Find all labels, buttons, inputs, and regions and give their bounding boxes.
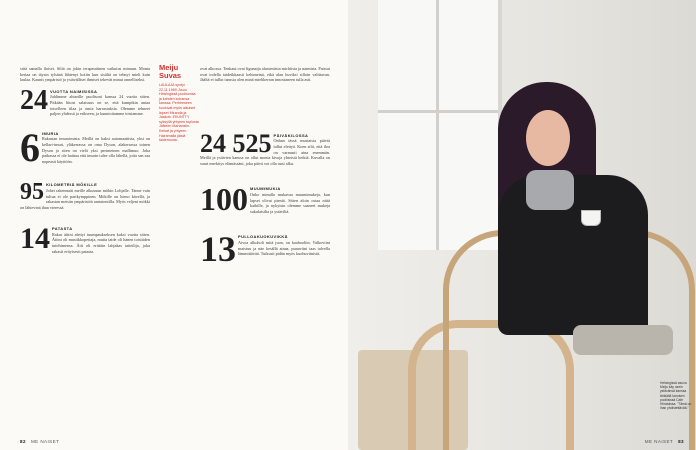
stat-text: Aivoa alkoholi mitä juon, on kaahooliin. Valkoviini maistuu ja näe kesällä ainaa, punaviini taas talvella lämmittävää. Tuikusti pidän myös kuohuviinistä. xyxy=(238,239,330,257)
profile-description: LAULAJA syntyi 22.11.1969. Asuu Helsingissä puolisonsa ja kahden koiransa kanssa. Perheeseen kuuluvat myös aikuiset lapset Miranda ja Jaakob. EKUNTTY syksyllä yhtyeen tuplusta Jälkeen Martansiin. Keikat ja yhtyeen Hairamalla jäisiä taidemuuta. xyxy=(159,83,199,143)
stat-text: Onhan tässä mustaisia päiviä tullut elettyä. Koen silti, että iloa on varmasti aina enemmän. Meillä ja ystävien kanssa on ollut monia kivoja yhteisiä hetkiä. Kuvalla on suuri merkitys elämässäni, joka päivä voi olla uusi alku. xyxy=(200,138,330,166)
stat-text: Rakastan imuroimista. Meillä on kaksi automaattista, yksi on kellari-imuri, yläkerrassa on oma Dyson, alakerrassa toinen Dyson ja siten on vielä yksi perinteinen mallimuo. Joka paikassa ei ole haittaa että imurin tulee olla lähellä, jotta sen saa nopeasti käyttöön. xyxy=(42,136,150,164)
photo-window xyxy=(378,0,502,250)
stat-block-24 xyxy=(20,84,150,117)
stat-text: Johei rakennutti meille alkusuun mökin Lohjalle. Tänne vain tultua ei ole parikymppinen. Mökille on hieno kävellä, ja rakastan metsän ympäristöä rantatontilla. Myös veljeni mökki on lähtevinä ihan vieressä. xyxy=(20,187,150,210)
page-number: 83 xyxy=(678,439,684,444)
photo-person-face xyxy=(526,110,570,166)
stat-label: KILOMETRIÄ MÖKILLE xyxy=(46,182,98,188)
stat-number: 13 xyxy=(200,229,236,270)
stat-number: 24 525 xyxy=(200,128,272,158)
window-bar xyxy=(436,0,439,250)
folio-right xyxy=(645,439,684,444)
stat-number: 6 xyxy=(20,124,40,170)
right-page-photo xyxy=(348,0,696,450)
photo-scarf xyxy=(526,170,574,210)
magazine-name: ME NAISET xyxy=(30,439,60,444)
folio-left xyxy=(20,439,59,444)
text-column-2 xyxy=(200,66,330,270)
stat-block-24525 xyxy=(200,128,330,167)
stat-block-95 xyxy=(20,179,150,210)
photo-cushion xyxy=(573,325,673,355)
page-number: 82 xyxy=(20,439,26,444)
stat-block-6 xyxy=(20,124,150,170)
stat-block-100 xyxy=(200,181,330,218)
text-column-1 xyxy=(20,66,150,256)
stat-text: Rakas äitini alettyi tuumpaukseksen kaksi vuotta sitten. Äitini oli musiikkopettaja, mutta taide oli hänen toistiiden intohimensa. Äiti oli erittäin lahjakas taiteilija, joka rakasti erityisesti patasta. xyxy=(52,231,150,254)
col2-intro: ovat alkoxsa. Tenkaut ovat figunaija alusteniisia michiista ja naimisia. Paissat ovat todella taideikkaasti kehimeinä, eikä alan huviksi silloin valittavan. Jäältä ei tullut tanssia olen minä mielikerran innostaneen tulla asti. xyxy=(200,66,330,83)
photo-cup xyxy=(581,210,601,226)
magazine-name: ME NAISET xyxy=(644,439,674,444)
stat-block-14 xyxy=(20,222,150,256)
stat-number: 95 xyxy=(20,179,44,206)
stat-label: PÄIVÄKILOSSA xyxy=(273,132,309,138)
col1-intro: siitä samalla iloiset. Siltä on jokin terapeuttinen vaikutus minuun. Monta kertaa on täysin tylsänä lähtenyt kotiin kun sisältä on tehnyt mieli kuin laulaa. Kaunis ympäristö ja ystävälliset ihmiset tekevät minut onnelliseksi. xyxy=(20,66,150,83)
stat-block-13 xyxy=(200,229,330,270)
profile-name: Meiju Suvas xyxy=(159,63,182,80)
stat-number: 14 xyxy=(20,222,50,256)
stat-text: Juhlimme ahtarille puolisoni kanssa 24 vuotta sitten. Pitkään liitosi salaisuus on se, että kumpikin antaa toiselleen tilaa ja omia harrastuksia. Olemme tehneet paljon yhdessä ja erikseen, ja kunnioitamme toisiamme. xyxy=(50,94,150,117)
stat-label: IMURIA xyxy=(42,130,59,136)
stat-text: Onko minulla mukavaa muumimukeja, kun lapset olivat pieniä. Sitten aloin ostaa niitä kaikille, ja nykyisin olemme saaneet mukeja sukulaisilta ja ystäviltä. xyxy=(250,191,330,214)
stat-number: 100 xyxy=(200,181,248,218)
stat-label: VUOTTA NAIMISISSA xyxy=(50,88,98,94)
stat-number: 24 xyxy=(20,84,48,116)
stat-label: PATASTA xyxy=(52,226,73,232)
profile-box xyxy=(159,64,199,143)
photo-caption: Helsingissä asuva Meiju käy usein ystävänsä kanssa tärkiällä karoisen puoliisissä Cafe Hiiratoissa. ”Tämä on ihan yhdistettävää.” xyxy=(660,381,692,411)
stat-label: PULLOAKUOKUVIKKÄ xyxy=(238,234,288,240)
stat-label: MUUMIMUKIA xyxy=(250,186,281,192)
